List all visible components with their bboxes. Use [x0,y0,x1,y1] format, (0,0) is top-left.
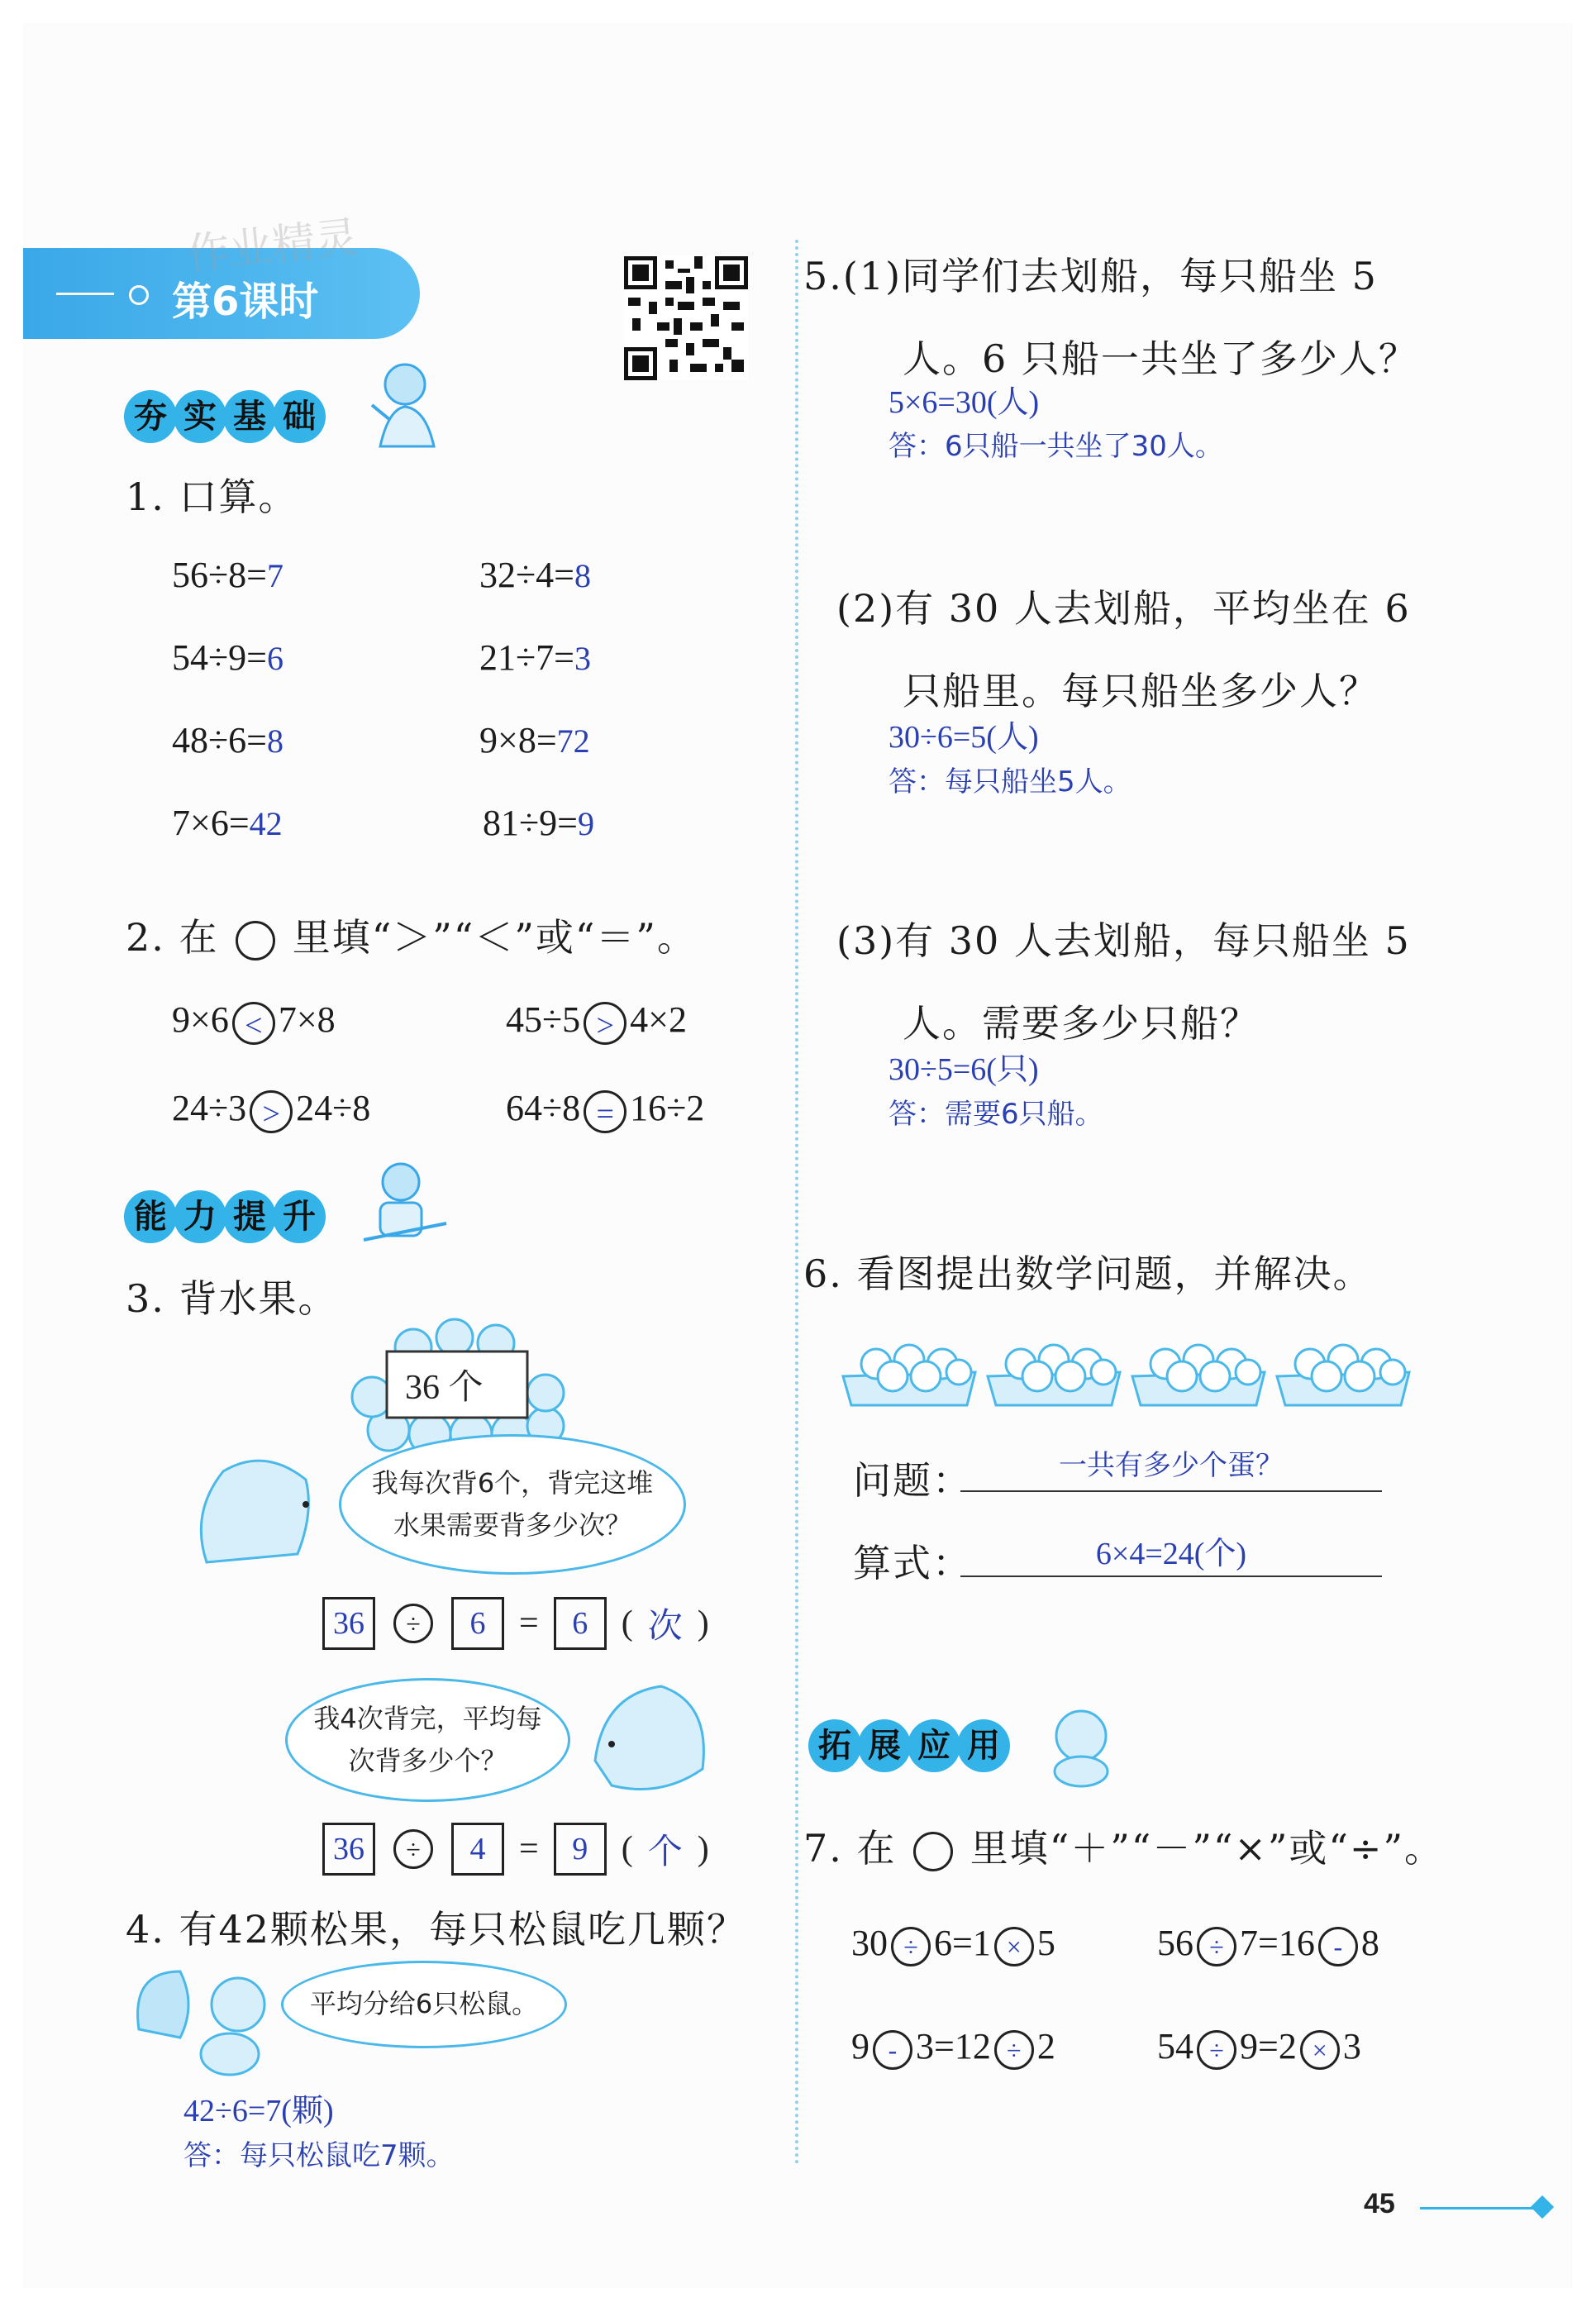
q7-item [851,2025,1055,2070]
q7-operator: × [994,1927,1034,1966]
q2-item [172,1087,370,1133]
q7-operator: - [1318,1927,1358,1966]
q2-right: 7×8 [278,999,336,1040]
q1-title: 1. 口算。 [126,474,298,519]
q7-text: 3 [1342,2026,1361,2066]
q2-item [506,1087,704,1133]
section-ability-char: 力 [174,1190,226,1243]
q7-operator: ÷ [1197,2030,1236,2070]
q7-item [1157,2025,1361,2070]
q1-answer: 7 [266,557,283,594]
paren-close: ) [697,1830,709,1868]
banner-dot-icon [129,285,149,305]
q2-sign: = [584,1090,626,1133]
q5-part3-line2: 人。需要多少只船？ [903,1001,1260,1046]
q2-left: 24÷3 [172,1088,247,1128]
q2-item [172,999,336,1045]
q5-part3-solution: 30÷5=6(只) [889,1052,1039,1087]
q2-left: 64÷8 [506,1088,581,1128]
q5-part1-line2: 人。6 只船一共坐了多少人？ [903,336,1418,381]
answer-box: 36 [322,1823,375,1876]
q2-title-start: 2. 在 [126,915,219,960]
q7-text: 30 [851,1923,888,1963]
q2-item [506,999,687,1045]
unit: 次 [647,1608,683,1646]
q1-expr: 9×8= [479,720,557,760]
answer-box: 6 [451,1597,504,1650]
section-basic-char: 基 [223,390,276,443]
fruit-sign: 36 个 [405,1369,484,1407]
banner-line [56,293,114,295]
q2-right: 16÷2 [630,1088,705,1128]
blank-circle-icon [913,1832,953,1871]
q1-answer: 72 [556,722,590,760]
girl-drawing-icon [355,355,446,455]
q2-right: 4×2 [630,999,687,1040]
paren-open: ( [621,1604,633,1642]
q7-title-rest: 里填“＋”“－”“×”或“÷”。 [970,1826,1444,1871]
answer-box: 4 [451,1823,504,1876]
q7-text: 3=12 [916,2026,991,2066]
lesson-title: 第6课时 [172,279,319,325]
q1-answer: 8 [266,722,283,760]
q6-question-label: 问题： [853,1458,972,1503]
operator-circle: ÷ [393,1829,433,1869]
q1-answer: 9 [577,805,594,842]
page-number: 45 [1364,2188,1395,2219]
q1-expr: 54÷9= [172,637,267,678]
q4-title: 4. 有42颗松果，每只松鼠吃几颗？ [126,1907,747,1952]
qr-code-icon [624,256,748,380]
q3-equation [322,1823,709,1876]
q1-answer: 8 [574,557,591,594]
q2-left: 45÷5 [506,999,581,1040]
egg-trays-icon [835,1327,1430,1418]
answer-box: 9 [554,1823,607,1876]
q7-text: 8 [1360,1923,1379,1963]
page-number-line [1420,2207,1544,2210]
section-extend [808,1719,1010,1777]
q7-title-start: 7. 在 [803,1826,897,1871]
q4-answer: 答：每只松鼠吃7颗。 [183,2139,455,2172]
q2-sign: > [584,1002,626,1045]
q6-title: 6. 看图提出数学问题，并解决。 [803,1251,1373,1296]
q5-part1-solution: 5×6=30(人) [889,385,1040,420]
q7-item [1157,1922,1379,1966]
q1-expr: 56÷8= [172,555,267,595]
q7-text: 2 [1036,2026,1055,2066]
q5-part1-line1: 5.(1)同学们去划船，每只船坐 5 [803,254,1378,298]
q7-text: 56 [1157,1923,1193,1963]
q2-sign: < [232,1002,275,1045]
q1-answer: 3 [574,640,591,677]
hedgehog-icon [182,1438,331,1587]
q1-expr: 7×6= [172,803,250,843]
q1-expr: 21÷7= [479,637,574,678]
q6-formula: 6×4=24(个) [1095,1537,1247,1571]
answer-box: 36 [322,1597,375,1650]
q1-expr: 48÷6= [172,720,267,760]
q7-item [851,1922,1055,1966]
q7-text: 7=16 [1240,1923,1315,1963]
section-basic-char: 实 [174,390,226,443]
q6-question-field [960,1442,1382,1492]
q5-part1-answer: 答：6只船一共坐了30人。 [889,430,1223,463]
cat-icon [1031,1699,1131,1790]
q2-right: 24÷8 [296,1088,371,1128]
section-extend-char: 应 [908,1719,960,1772]
q7-text: 9 [851,2026,869,2066]
q5-part3-line1: (3)有 30 人去划船，每只船坐 5 [836,918,1411,963]
q3-title: 3. 背水果。 [126,1276,338,1321]
equals-sign: = [519,1830,539,1868]
q1-answer: 6 [266,640,283,677]
speech-bubble: 我每次背6个，背完这堆水果需要背多少次？ [339,1434,686,1575]
q1-expr: 81÷9= [483,803,578,843]
q5-part2-answer: 答：每只船坐5人。 [889,765,1131,798]
section-basic-char: 础 [273,390,326,443]
q2-title [126,908,697,962]
equals-sign: = [519,1604,539,1642]
operator-circle: ÷ [393,1604,433,1643]
answer-box: 6 [554,1597,607,1650]
section-ability [124,1190,326,1248]
q5-part2-solution: 30÷6=5(人) [889,720,1039,755]
q7-text: 54 [1157,2026,1193,2066]
q7-text: 6=1 [934,1923,991,1963]
q6-question: 一共有多少个蛋？ [1059,1449,1284,1482]
section-extend-char: 拓 [808,1719,861,1772]
q4-solution: 42÷6=7(颗) [183,2094,334,2128]
q5-part2-line2: 只船里。每只船坐多少人？ [903,669,1379,713]
q7-operator: × [1300,2030,1340,2070]
q5-part2-line1: (2)有 30 人去划船，平均坐在 6 [836,586,1411,631]
q6-formula-label: 算式： [853,1541,972,1585]
section-basic-char: 夯 [124,390,177,443]
section-ability-char: 升 [273,1190,326,1243]
speech-bubble: 我4次背完，平均每次背多少个？ [285,1678,570,1802]
q3-equation [322,1597,709,1650]
student-writing-icon [355,1157,455,1256]
q2-sign: > [250,1090,293,1133]
column-divider [795,240,798,2166]
q7-operator: ÷ [994,2030,1034,2070]
q1-expr: 32÷4= [479,555,574,595]
q7-text: 9=2 [1240,2026,1297,2066]
q7-operator: ÷ [891,1927,931,1966]
paren-open: ( [621,1830,633,1868]
q2-left: 9×6 [172,999,229,1040]
q2-title-rest: 里填“＞”“＜”或“＝”。 [292,915,697,960]
q7-operator: - [873,2030,912,2070]
squirrel-icon [131,1955,296,2079]
section-extend-char: 用 [957,1719,1010,1772]
q6-formula-field [960,1528,1382,1577]
q5-part3-answer: 答：需要6只船。 [889,1098,1103,1131]
unit: 个 [647,1833,683,1871]
section-ability-char: 提 [223,1190,276,1243]
section-extend-char: 展 [858,1719,911,1772]
watermark: 作业精灵 [184,212,361,280]
paren-close: ) [697,1604,709,1642]
blank-circle-icon [236,921,275,961]
q7-text: 5 [1036,1923,1055,1963]
speech-bubble: 平均分给6只松鼠。 [281,1961,567,2048]
q7-title [803,1819,1444,1873]
section-ability-char: 能 [124,1190,177,1243]
q1-answer: 42 [249,805,283,842]
section-basic [124,390,326,448]
hedgehog-icon [579,1661,719,1802]
q7-operator: ÷ [1197,1927,1236,1966]
